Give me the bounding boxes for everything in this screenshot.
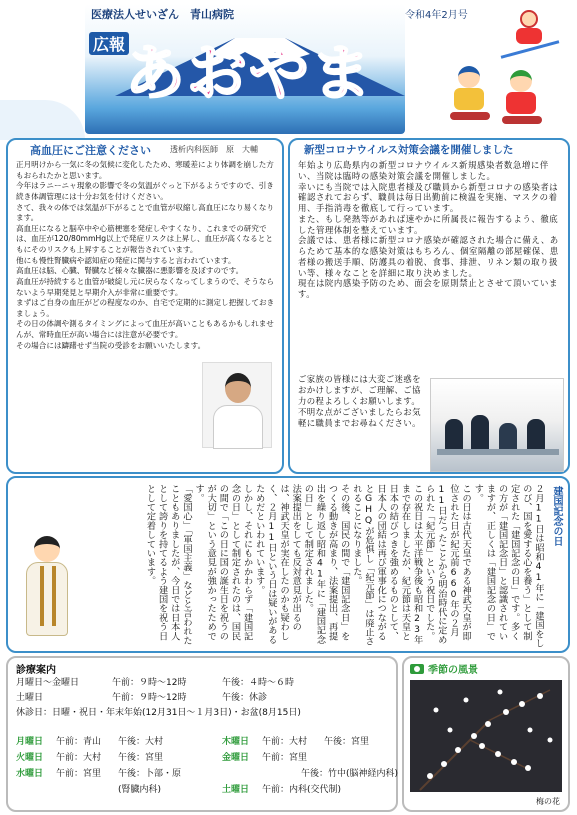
clinic-hours-am: 午前：９時～12時 [112, 678, 187, 688]
header-kouhou: 広報 [89, 32, 129, 55]
schedule-row [222, 766, 398, 782]
clinic-info [6, 656, 398, 812]
skier-illustration [500, 6, 560, 56]
schedule-pm: 午後：卜部・原 [118, 769, 182, 779]
article-covid-body: 年始より広島県内の新型コロナウイルス新規感染者数急増に伴い、当院は臨時の感染対策会議を開催しました。 幸いにも当院では入院患者様及び職員から新型コロナの感染者は確認されておらず、職員は毎日出勤前に検温を実施、マスクの着用、手指消毒を徹底して行っています。 また、もし発熱等があれば速やかに所属長に報告するよう、徹底した管理体制を整えています。 会議では、患者様に新型コロナ感染が確認された場合に備え、あらためて基本的な感染対策はもちろん、個室隔離の部屋確保、患者様の搬送手順、防護具の着脱、食事、排泄、リネン類の取り扱い等、様々なことを詳細に取り決めました。 現在は院内感染予防のため、面会を原則禁止とさせて頂いています。 [298, 160, 559, 299]
schedule-day: 木曜日 [222, 737, 250, 747]
schedule-am: 午前：内科(交代制) [262, 785, 342, 795]
clinic-hours-pm: 午後：４時～６時 [222, 678, 295, 688]
article-founding-day-body: ２月11日は昭和41年に「建国をしのび、国を愛する心を養う」として制定された「建国記念の日」です。多くの方が「建国記念日」と認識されていますが、正しくは「建国記念の日」です。 この日は古代天皇である神武天皇が即位された日が紀元前660年の２月11日だったことから明治時代に定められた「紀元節」という祝日でした。 この祝日は太平洋戦争後も昭和23年まで存在しましたが、紀元節は天皇と日本の結びつきを強めるものとして、日本人の団結は再び軍事化につながるとGHQが危惧し「紀元節」は廃止されることになりました。 その後、国民の間で「建国記念日」をつくる動きが高まり、法案提出、再提出を繰り返し昭和41年に「建国記念の日」として制定されました。 法案提出をしても反対意見が出るのは、神武天皇が実在したのかも疑わしく、２月11日という日は疑いがあるためだといわれています。 しかし、それにもかかわらず「建国記念の日」として制定されたのは、国民の間で「この日に国の誕生日を祝うのが大切」という意見が強かったためです。 「愛国心」「軍国主義」などと言われたこともありましたが、今日では日本人として誇りを持てるよう建国を祝う日として定着しています。 [144, 484, 544, 648]
schedule-row [16, 766, 216, 782]
header-org: 医療法人せいざん 青山病院 [91, 8, 234, 21]
clinic-hours-row [16, 706, 396, 721]
schedule-right [222, 734, 398, 798]
header [85, 4, 405, 134]
schedule-am: 午前：宮里 [56, 769, 102, 779]
meeting-photo [430, 378, 564, 472]
clinic-hours [16, 676, 396, 721]
schedule-day: 土曜日 [222, 785, 250, 795]
schedule-row [16, 782, 216, 798]
schedule-am [56, 782, 118, 798]
schedule-am: 午前：大村 [56, 753, 102, 763]
article-hypertension-title: 高血圧にご注意ください [30, 144, 151, 157]
clinic-hours-day: 月曜日～金曜日 [16, 678, 80, 688]
snowy-hill [0, 100, 85, 140]
article-hypertension-body: 正月明けから一気に冬の気候に変化したため、寒暖差により体調を崩した方もおられたかと思います。 今年はラニーニャ現象の影響で冬の気温がぐっと下がるようですので、引き続き体調管理には十分お気を付けください。 さて、我々の体では気温が下がることで血管が収縮し高血圧になり易くなります。 高血圧になると脳卒中や心筋梗塞を発症しやすくなり、これまでの研究では、血圧が120/80mmHg以上で発症リスクは上昇し、血圧が高くなるとともにそのリスクも上昇することが報告されています。 他にも慢性腎臓病や認知症の発症に関与すると言われています。 高血圧は脳、心臓、腎臓など様々な臓器に悪影響を及ぼすのです。 高血圧が持続すると血管が破綻し元に戻らなくなってしまうので、そうならないよう早期発見と早期介入が非常に重要です。 まずはご自身の血圧がどの程度なのか、自宅で定期的に測定し把握しておきましょう。 その日の体調や測るタイミングによって血圧が高いこともあるかもしれませんが、常時血圧が高い場合には注意が必要です。 その場合には躊躇せず当院の受診をお願いいたします。 [16, 160, 275, 350]
schedule-row [222, 750, 398, 766]
article-covid [288, 138, 570, 474]
schedule-pm: 午後：宮里 [118, 753, 164, 763]
schedule-am: 午前：宮里 [262, 753, 308, 763]
season-caption: 梅の花 [536, 797, 560, 806]
schedule-am: 午前：大村 [262, 737, 308, 747]
clinic-title: 診療案内 [16, 665, 56, 676]
schedule-row [222, 734, 398, 750]
sledding-kids-illustration [450, 60, 565, 135]
clinic-hours-row [16, 676, 396, 691]
header-issue: 令和4年2月号 [405, 10, 468, 21]
clinic-hours-pm: 午後：休診 [222, 693, 268, 703]
schedule-pm: 午後：竹中(脳神経内科) [300, 769, 398, 779]
article-hypertension-author: 透析内科医師 原 大輔 [170, 145, 258, 154]
schedule-day: 月曜日 [16, 737, 44, 747]
schedule-day: 火曜日 [16, 753, 44, 763]
schedule-left [16, 734, 216, 798]
schedule-row [16, 750, 216, 766]
clinic-hours-am: 日曜・祝日・年末年始(12月31日～１月3日)・お盆(8月15日) [52, 708, 301, 718]
schedule-day [16, 782, 56, 798]
header-title: あおやま [125, 39, 373, 109]
doctor-photo [202, 362, 272, 448]
plum-blossom-photo [410, 680, 562, 792]
schedule-row [16, 734, 216, 750]
schedule-pm: (腎臓内科) [118, 785, 162, 795]
article-hypertension [6, 138, 284, 474]
schedule-day: 水曜日 [16, 769, 44, 779]
schedule-day [222, 766, 253, 782]
clinic-hours-day: 土曜日 [16, 693, 44, 703]
clinic-hours-am: 午前：９時～12時 [112, 693, 187, 703]
schedule-pm: 午後：大村 [118, 737, 164, 747]
schedule-am: 午前：青山 [56, 737, 102, 747]
article-covid-title: 新型コロナウイルス対策会議を開催しました [304, 144, 514, 156]
schedule-day: 金曜日 [222, 753, 250, 763]
season-title: 季節の風景 [428, 665, 478, 676]
article-founding-day-title: 建国記念の日 [551, 486, 562, 546]
clinic-hours-day: 休診日： [16, 708, 53, 718]
clinic-hours-row [16, 691, 396, 706]
article-covid-body2: ご家族の皆様には大変ご迷惑をおかけしますが、ご理解、ご協力の程よろしくお願いします。 不明な点がございましたらお気軽に職員までお尋ねください。 [298, 374, 421, 428]
emperor-illustration [22, 536, 72, 646]
season-box [402, 656, 570, 812]
schedule-am [253, 766, 301, 782]
article-founding-day [6, 476, 570, 653]
schedule-row [222, 782, 398, 798]
camera-icon [410, 664, 424, 674]
schedule-pm: 午後：宮里 [324, 737, 370, 747]
